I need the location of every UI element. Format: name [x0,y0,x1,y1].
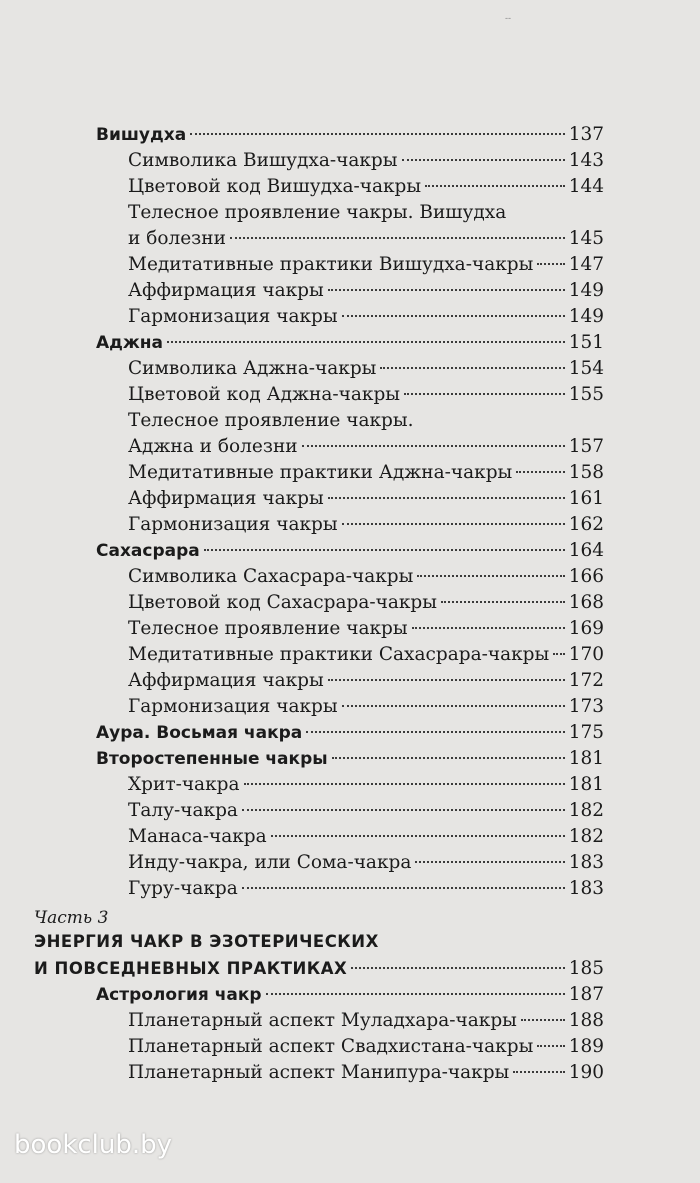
toc-page-number: 154 [568,358,604,379]
toc-item-entry[interactable] [0,772,700,798]
dot-leader [244,783,565,785]
toc-item-entry[interactable] [0,512,700,538]
toc-page-number: 181 [568,774,604,795]
dot-leader [167,341,565,343]
dot-leader [190,133,565,135]
toc-item-title: Символика Сахасрара-чакры [128,566,414,587]
toc-item-title: Медитативные практики Аджна-чакры [128,462,513,483]
toc-page-number: 190 [568,1062,604,1083]
part-title-line1: ЭНЕРГИЯ ЧАКР В ЭЗОТЕРИЧЕСКИХ [34,932,379,951]
toc-section-title: Аура. Восьмая чакра [96,723,303,743]
toc-item-title: Медитативные практики Вишудха-чакры [128,254,534,275]
toc-item-entry[interactable] [0,1060,700,1086]
toc-page-number: 137 [568,124,604,145]
toc-item-entry[interactable] [0,798,700,824]
page-header-mark: -- [505,14,512,24]
toc-item-entry[interactable] [0,174,700,200]
toc-item-title: Планетарный аспект Свадхистана-чакры [128,1036,534,1057]
toc-item-title: Хрит-чакра [128,774,240,795]
toc-item-entry[interactable] [0,1034,700,1060]
toc-page-number: 162 [568,514,604,535]
dot-leader [537,1045,564,1047]
toc-item-entry[interactable] [0,564,700,590]
toc-item-title: Цветовой код Сахасрара-чакры [128,592,437,613]
part-label: Часть 3 [34,908,109,928]
toc-section-entry[interactable] [0,746,700,772]
toc-section-entry[interactable] [0,720,700,746]
toc-item-entry[interactable] [0,226,700,252]
toc-page-number: 145 [568,228,604,249]
toc-part-title: И ПОВСЕДНЕВНЫХ ПРАКТИКАХ [34,959,348,978]
dot-leader [402,159,565,161]
dot-leader [328,497,565,499]
toc-item-title: Инду-чакра, или Сома-чакра [128,852,412,873]
dot-leader [342,315,565,317]
toc-section-title: Астрология чакр [96,985,262,1005]
dot-leader [417,575,564,577]
dot-leader [342,705,565,707]
toc-page-number: 157 [568,436,604,457]
toc-page-number: 183 [568,852,604,873]
watermark-text: bookclub.by [14,1130,173,1160]
toc-page-number: 189 [568,1036,604,1057]
toc-item-entry[interactable] [0,304,700,330]
toc-page-number: 161 [568,488,604,509]
dot-leader [516,471,564,473]
dot-leader [415,861,564,863]
toc-item-entry[interactable] [0,278,700,304]
table-of-contents [0,122,700,902]
dot-leader [302,445,565,447]
toc-item-title: Медитативные практики Сахасрара-чакры [128,644,550,665]
toc-page-number: 166 [568,566,604,587]
dot-leader [204,549,565,551]
toc-page-number: 169 [568,618,604,639]
toc-item-title: Аджна и болезни [128,436,298,457]
toc-item-entry[interactable] [0,486,700,512]
toc-part-entry[interactable] [0,956,700,982]
toc-item-title: Планетарный аспект Манипура-чакры [128,1062,510,1083]
toc-page-number: 151 [568,332,604,353]
dot-leader [342,523,565,525]
toc-section-title: Аджна [96,333,164,353]
dot-leader [306,731,564,733]
dot-leader [521,1019,565,1021]
toc-page-number: 181 [568,748,604,769]
toc-page-number: 172 [568,670,604,691]
toc-item-title: Цветовой код Аджна-чакры [128,384,401,405]
toc-item-entry[interactable] [0,590,700,616]
toc-item-title: Аффирмация чакры [128,670,324,691]
toc-section-title: Вишудха [96,125,187,145]
toc-item-entry[interactable] [0,148,700,174]
toc-item-title: Манаса-чакра [128,826,267,847]
dot-leader [425,185,565,187]
dot-leader [553,653,564,655]
toc-item-title: Планетарный аспект Муладхара-чакры [128,1010,517,1031]
toc-item-entry[interactable] [0,850,700,876]
toc-page-number: 182 [568,826,604,847]
toc-page-number: 147 [568,254,604,275]
toc-section-entry[interactable] [0,982,700,1008]
toc-item-entry[interactable] [0,668,700,694]
dot-leader [328,679,565,681]
toc-item-title: Символика Аджна-чакры [128,358,377,379]
dot-leader [441,601,565,603]
toc-item-entry[interactable] [0,252,700,278]
toc-item-entry[interactable] [0,824,700,850]
dot-leader [242,887,565,889]
dot-leader [380,367,564,369]
toc-page-number: 170 [568,644,604,665]
toc-page-number: 187 [568,984,604,1005]
dot-leader [537,263,564,265]
toc-page-number: 149 [568,280,604,301]
dot-leader [271,835,565,837]
toc-item-entry[interactable] [0,356,700,382]
toc-item-title: Гармонизация чакры [128,696,338,717]
dot-leader [332,757,565,759]
toc-page-number: 164 [568,540,604,561]
toc-item-title: Символика Вишудха-чакры [128,150,398,171]
toc-item-title-line1: Телесное проявление чакры. Вишудха [128,202,507,223]
toc-page-number: 182 [568,800,604,821]
toc-item-title: Гармонизация чакры [128,514,338,535]
toc-item-entry[interactable] [0,382,700,408]
toc-section-title: Второстепенные чакры [96,749,328,769]
part3-toc [0,956,700,1086]
toc-item-entry[interactable] [0,616,700,642]
toc-page-number: 168 [568,592,604,613]
toc-item-title-line1: Телесное проявление чакры. [128,410,414,431]
toc-item-entry[interactable] [0,1008,700,1034]
toc-page-number: 149 [568,306,604,327]
toc-item-entry[interactable] [0,434,700,460]
toc-section-title: Сахасрара [96,541,200,561]
toc-item-title: Аффирмация чакры [128,280,324,301]
toc-page-number: 183 [568,878,604,899]
dot-leader [328,289,565,291]
toc-item-title: Аффирмация чакры [128,488,324,509]
toc-page-number: 188 [568,1010,604,1031]
toc-section-entry[interactable] [0,538,700,564]
toc-section-entry[interactable] [0,330,700,356]
toc-item-title: Цветовой код Вишудха-чакры [128,176,422,197]
toc-page-number: 155 [568,384,604,405]
toc-section-entry[interactable] [0,122,700,148]
toc-item-title: Гуру-чакра [128,878,238,899]
toc-page-number: 175 [568,722,604,743]
dot-leader [412,627,565,629]
dot-leader [404,393,565,395]
toc-item-title: и болезни [128,228,226,249]
toc-item-title: Гармонизация чакры [128,306,338,327]
toc-item-title: Талу-чакра [128,800,238,821]
toc-item-entry[interactable] [0,642,700,668]
toc-page-number: 143 [568,150,604,171]
dot-leader [230,237,565,239]
toc-item-entry[interactable] [0,694,700,720]
toc-page-number: 158 [568,462,604,483]
toc-item-entry[interactable] [0,876,700,902]
toc-page-number: 173 [568,696,604,717]
dot-leader [242,809,565,811]
dot-leader [351,967,564,969]
toc-page-number: 185 [568,958,604,979]
toc-page-number: 144 [568,176,604,197]
dot-leader [266,993,565,995]
toc-item-entry[interactable] [0,460,700,486]
dot-leader [513,1071,564,1073]
toc-item-title: Телесное проявление чакры [128,618,408,639]
